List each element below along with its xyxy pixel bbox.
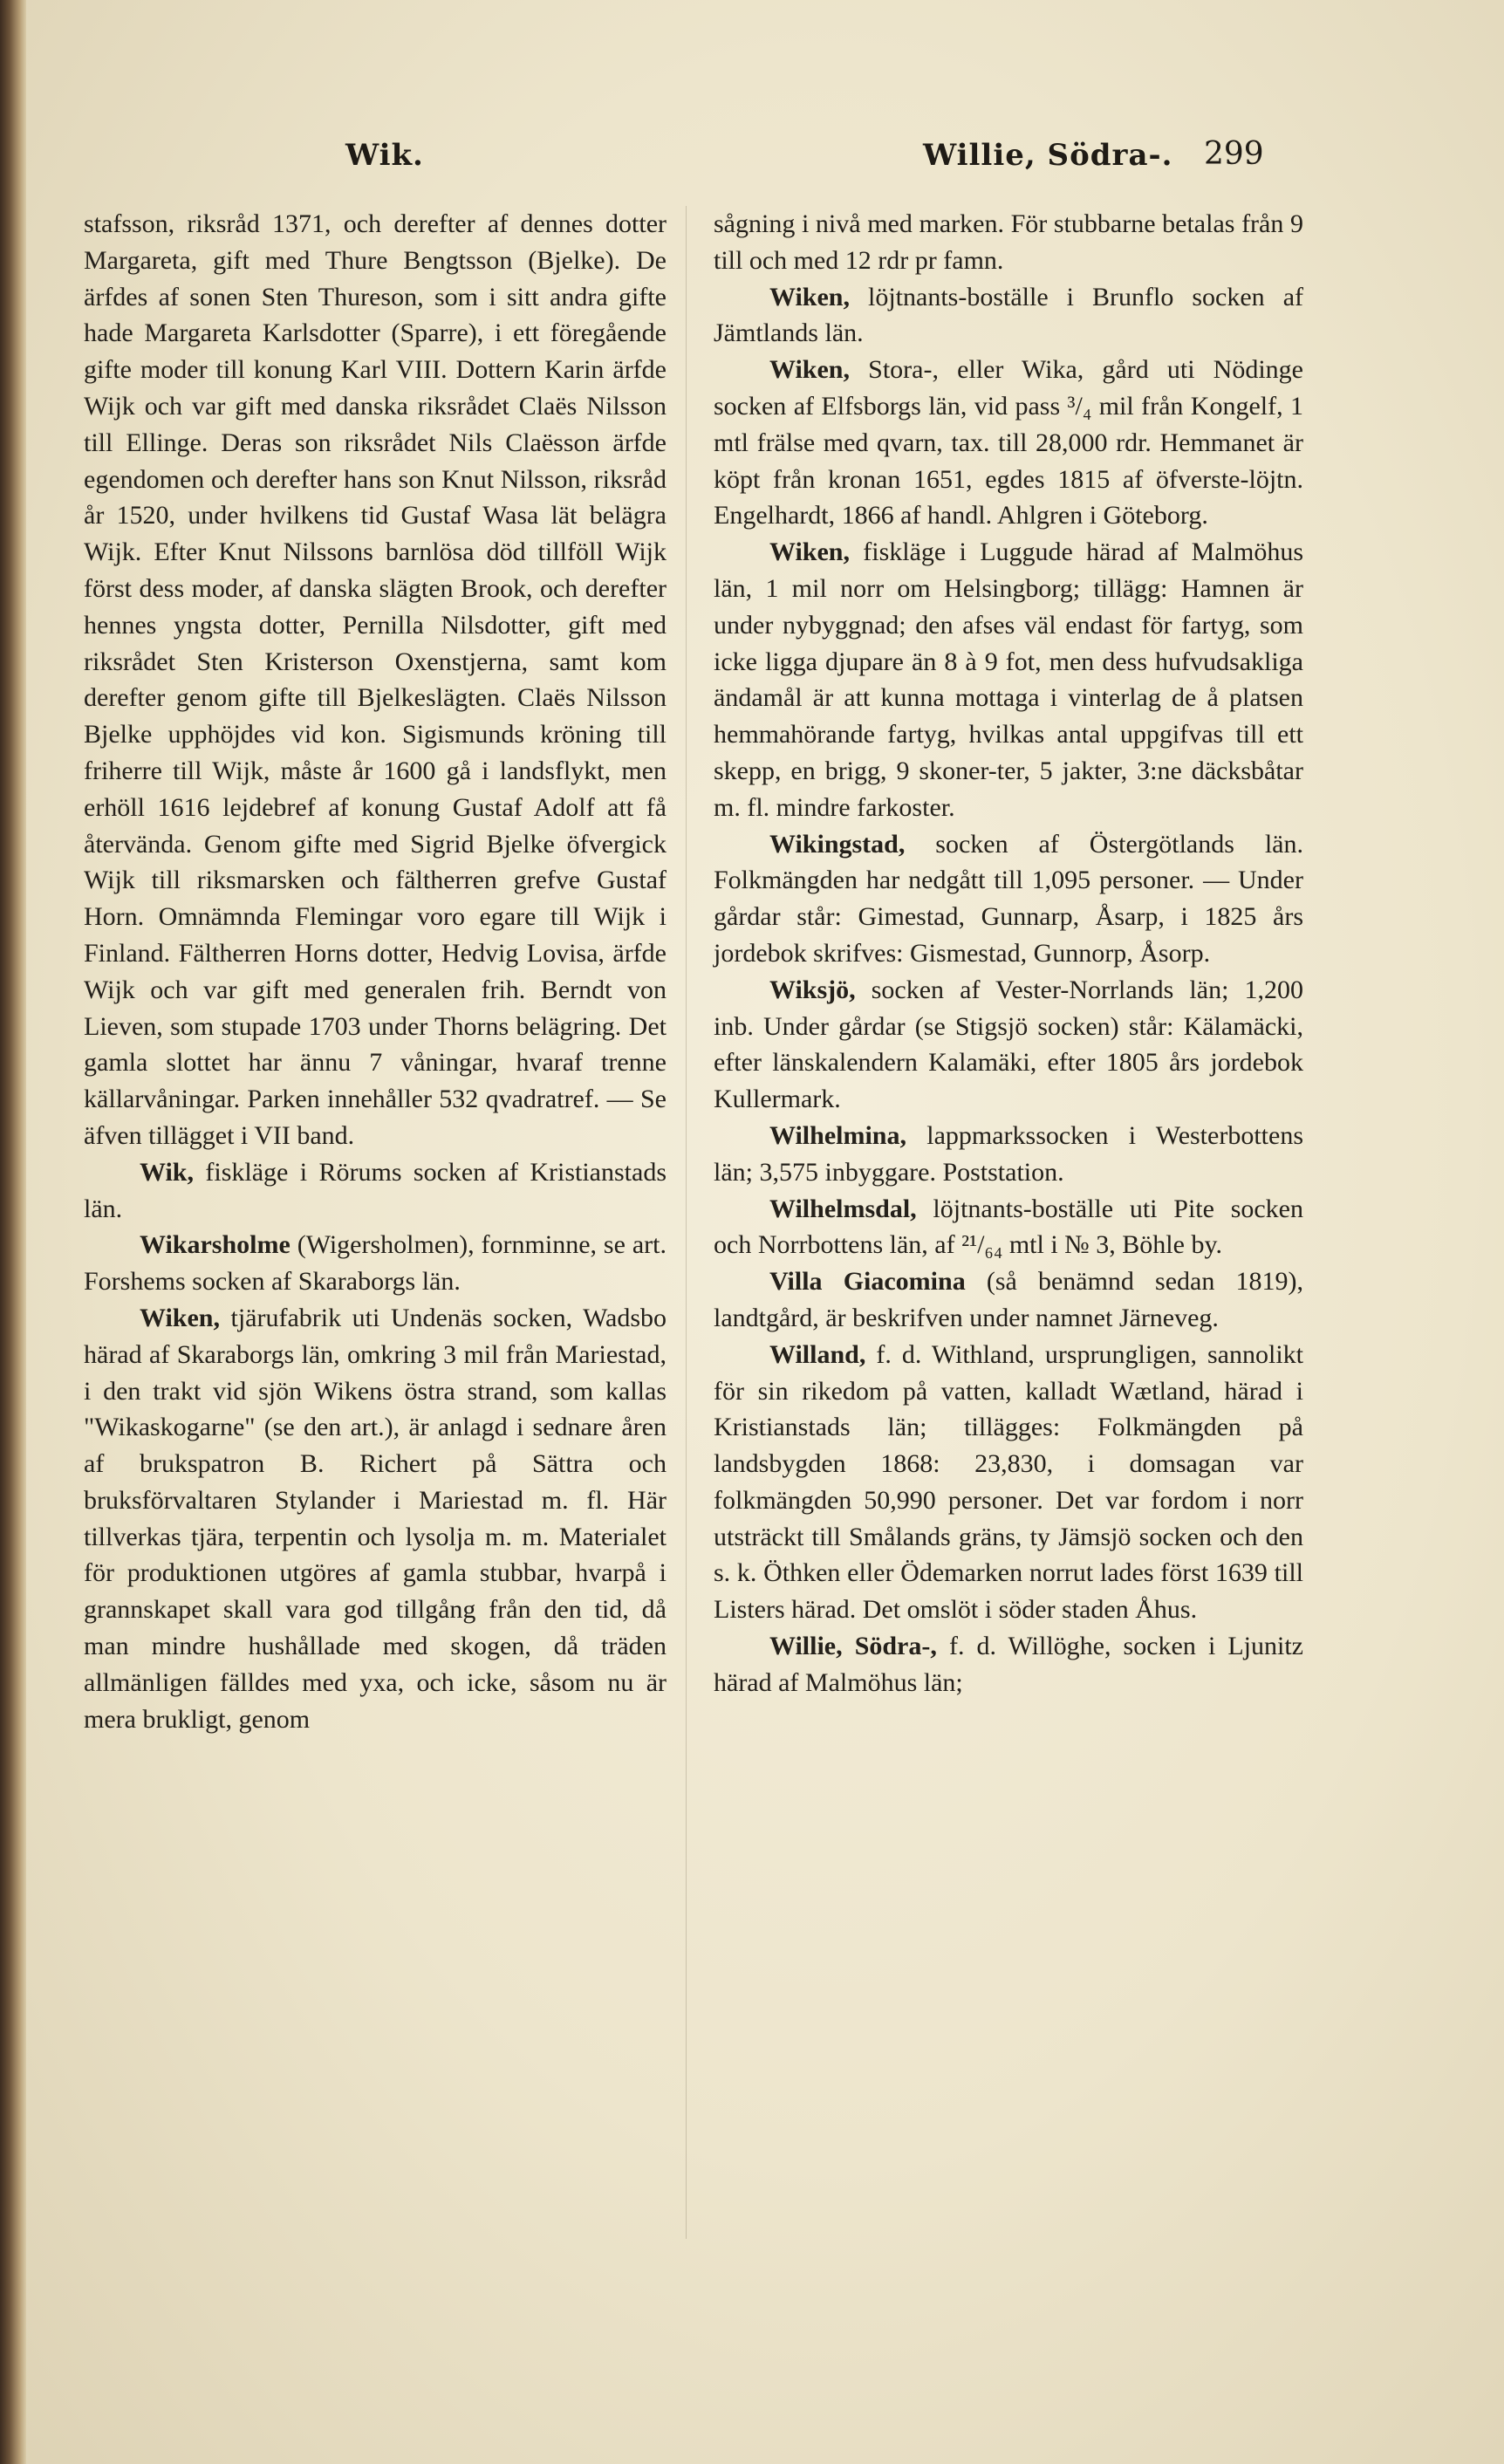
entry-head: Wilhelmsdal, bbox=[769, 1194, 917, 1223]
entry-wiken-brunflo bbox=[714, 279, 1303, 352]
entry-head: Wiken, bbox=[769, 537, 850, 567]
entry-wilhelmina bbox=[714, 1118, 1303, 1191]
entry-head: Willand, bbox=[769, 1339, 866, 1369]
entry-wik bbox=[84, 1154, 667, 1228]
entry-text: Stora-, eller Wika, gård uti Nödinge socken af Elfsborgs län, vid pass ³/₄ mil från Kongelf, 1 mtl frälse med qvarn, tax. till 28,000 rdr. Hemmanet är köpt från kronan 1651, egdes 1815 af öfverste-löjtn. Engelhardt, 1866 af handl. Ahlgren i Göteborg. bbox=[714, 355, 1303, 530]
entry-text: löjtnants-boställe i Brunflo socken af Jämtlands län. bbox=[714, 282, 1303, 348]
entry-text: f. d. Willöghe, socken i Ljunitz härad af Malmöhus län; bbox=[714, 1632, 1303, 1697]
entry-head: Wiken, bbox=[769, 355, 850, 385]
entry-willie-sodra bbox=[714, 1628, 1303, 1701]
entry-text: sågning i nivå med marken. För stubbarne betalas från 9 till och med 12 rdr pr famn. bbox=[714, 209, 1303, 275]
entry-text: f. d. Withland, ursprungligen, sannolikt för sin rikedom på vatten, kalladt Wætland, härad i Kristianstads län; tillägges: Folkmängden på landsbygden 1868: 23,830, i domsagan var folkmängden 50,990 personer. Det var fordom i norr utsträckt till Smålands gräns, ty Jämsjö socken och den s. k. Öthken eller Ödemarken norrut lades först 1639 till Listers härad. Det omslöt i söder staden Åhus. bbox=[714, 1339, 1303, 1625]
entry-wiken-stora bbox=[714, 352, 1303, 534]
column-divider bbox=[686, 206, 687, 2239]
entry-head: Villa Giacomina bbox=[769, 1267, 966, 1297]
entry-text: socken af Vester-Norrlands län; 1,200 inb. Under gårdar (se Stigsjö socken) står: Kälamäcki, efter länskalendern Kalamäki, efter 1805 års jordebok Kullermark. bbox=[714, 975, 1303, 1114]
entry-text: tjärufabrik uti Undenäs socken, Wadsbo härad af Skaraborgs län, omkring 3 mil från Mariestad, i den trakt vid sjön Wikens östra strand, som kallas "Wikaskogarne" (se den art.), är anlagd i sednare åren af brukspatron B. Richert på Sättra och bruksförvaltaren Stylander i Mariestad m. fl. Här tillverkas tjära, terpentin och lysolja m. m. Materialet för produktionen utgöres af gamla stubbar, hvarpå i grannskapet skall vara god tillgång från den tid, då man mindre hushållade med skogen, då träden allmänligen fälldes med yxa, och icke, såsom nu är mera brukligt, genom bbox=[84, 1303, 667, 1734]
entry-text: fiskläge i Luggude härad af Malmöhus län, 1 mil norr om Helsingborg; tillägg: Hamnen är under nybyggnad; den afses väl endast för fartyg, som icke ligga djupare än 8 à 9 fot, men dess hufvudsakliga ändamål är att kunna mottaga i vinterlag de å platsen hemmahörande fartyg, hvilkas antal uppgifvas till ett skepp, en brigg, 9 skoner-ter, 5 jakter, 3:ne däcksbåtar m. fl. mindre farkoster. bbox=[714, 537, 1303, 822]
entry-text: (så benämnd sedan 1819), landtgård, är beskrifven under namnet Järneveg. bbox=[714, 1267, 1303, 1332]
entry-head: Wikingstad, bbox=[769, 829, 906, 859]
entry-head: Wikarsholme bbox=[140, 1230, 291, 1260]
entry-text: (Wigersholmen), fornminne, se art. Forshems socken af Skaraborgs län. bbox=[84, 1230, 667, 1297]
entry-head: Wiken, bbox=[140, 1303, 220, 1332]
entry-text: socken af Östergötlands län. Folkmängden har nedgått till 1,095 personer. — Under gårdar står: Gimestad, Gunnarp, Åsarp, i 1825 års jordebok skrifves: Gismestad, Gunnorp, Åsorp. bbox=[714, 829, 1303, 968]
running-head-left: Wik. bbox=[345, 138, 424, 173]
page-number: 299 bbox=[1204, 136, 1264, 172]
entry-wilhelmsdal bbox=[714, 1191, 1303, 1264]
running-head-right: Willie, Södra-. bbox=[923, 138, 1173, 173]
entry-wiksjo bbox=[714, 972, 1303, 1118]
entry-wikarsholme bbox=[84, 1227, 667, 1300]
entry-continuation bbox=[714, 206, 1303, 279]
entry-continuation bbox=[84, 206, 667, 1154]
entry-wikingstad bbox=[714, 826, 1303, 972]
entry-head: Wiken, bbox=[769, 282, 850, 311]
entry-head: Wilhelmina, bbox=[769, 1120, 906, 1150]
entry-head: Willie, Södra-, bbox=[769, 1632, 937, 1661]
left-column bbox=[84, 206, 667, 1737]
entry-text: lappmarkssocken i Westerbottens län; 3,575 inbyggare. Poststation. bbox=[714, 1120, 1303, 1187]
entry-villa-giacomina bbox=[714, 1263, 1303, 1337]
entry-willand bbox=[714, 1337, 1303, 1628]
entry-text: löjtnants-boställe uti Pite socken och Norrbottens län, af ²¹/₆₄ mtl i № 3, Böhle by. bbox=[714, 1194, 1303, 1260]
entry-head: Wiksjö, bbox=[769, 975, 856, 1004]
entry-head: Wik, bbox=[140, 1157, 194, 1187]
entry-text: fiskläge i Rörums socken af Kristianstads län. bbox=[84, 1157, 667, 1223]
entry-wiken-tjarufabrik bbox=[84, 1300, 667, 1738]
entry-text: stafsson, riksråd 1371, och derefter af dennes dotter Margareta, gift med Thure Bengtsson (Bjelke). De ärfdes af sonen Sten Thureson, som i sitt andra gifte hade Margareta Karlsdotter (Sparre), i ett föregående gifte moder till konung Karl VIII. Dottern Karin ärfde Wijk och var gift med danska riksrådet Claës Nilsson till Ellinge. Deras son riksrådet Nils Claësson ärfde egendomen och derefter hans son Knut Nilsson, riksråd år 1520, under hvilkens tid Gustaf Wasa lät belägra Wijk. Efter Knut Nilssons barnlösa död tillföll Wijk först dess moder, af danska slägten Brook, och derefter hennes yngsta dotter, Pernilla Nilsdotter, gift med riksrådet Sten Kristerson Oxenstjerna, samt kom derefter genom gifte till Bjelkeslägten. Claës Nilsson Bjelke upphöjdes vid kon. Sigismunds kröning till friherre till Wijk, måste år 1600 gå i landsflykt, men erhöll 1616 lejdebref af konung Gustaf Adolf att få återvända. Genom gifte med Sigrid Bjelke öfvergick Wijk till riksmarsken och fältherren grefve Gustaf Horn. Omnämnda Flemingar voro egare till Wijk i Finland. Fältherren Horns dotter, Hedvig Lovisa, ärfde Wijk och var gift med generalen frih. Berndt von Lieven, som stupade 1703 under Thorns belägring. Det gamla slottet har ännu 7 våningar, hvaraf trenne källarvåningar. Parken innehåller 532 qvadratref. — Se äfven tillägget i VII band. bbox=[84, 209, 667, 1150]
entry-wiken-fiskläge bbox=[714, 534, 1303, 825]
book-spine bbox=[0, 0, 26, 2464]
right-column bbox=[714, 206, 1303, 1701]
